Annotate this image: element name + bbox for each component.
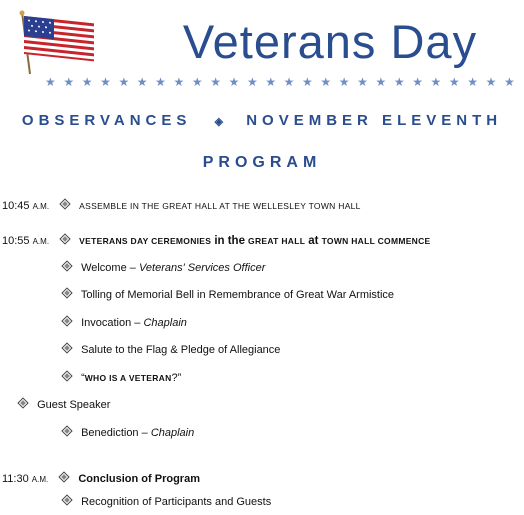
close-quote: ?” (171, 372, 182, 384)
guest-label: Guest Speaker (37, 399, 111, 411)
diamond-bullet-icon (61, 425, 72, 436)
flag-icon (18, 10, 98, 76)
diamond-bullet-icon (59, 233, 70, 244)
star-icon: ★ (412, 75, 423, 89)
salute-label: Salute to the Flag & Pledge of Allegiance (81, 344, 281, 356)
program-item-bell (54, 288, 394, 302)
program-item-veteran (54, 371, 181, 385)
star-icon: ★ (246, 75, 258, 89)
diamond-bullet-icon (61, 287, 72, 298)
star-icon: ★ (45, 75, 56, 89)
star-icon: ★ (467, 75, 479, 89)
program-item-recognition (54, 495, 271, 509)
ceremonies-in-the: in the (214, 235, 245, 247)
bell-label: Tolling of Memorial Bell in Remembrance of Great War Armistice (80, 289, 395, 301)
invocation-label: Invocation (81, 317, 132, 329)
invocation-speaker: Chaplain (143, 317, 187, 329)
assemble-text: ASSEMBLE IN THE GREAT HALL AT THE WELLESLEY TOWN HALL (79, 201, 361, 211)
time: 11:30 (2, 473, 29, 485)
diamond-icon: ◈ (214, 116, 224, 128)
diamond-bullet-icon (61, 315, 72, 326)
diamond-bullet-icon (61, 260, 72, 271)
ceremonies-at: at (308, 235, 319, 247)
star-divider (45, 75, 515, 89)
diamond-bullet-icon (59, 471, 70, 482)
schedule-row-1045 (2, 199, 361, 214)
star-icon: ★ (63, 75, 75, 89)
dash: – (141, 427, 148, 439)
star-icon: ★ (136, 75, 148, 89)
subtitle-observances: OBSERVANCES (21, 112, 192, 129)
ceremonies-great-hall: GREAT HALL (248, 236, 306, 246)
welcome-speaker: Veterans' Services Officer (138, 262, 266, 274)
subtitle (0, 112, 524, 129)
conclusion-text: Conclusion of Program (78, 473, 200, 485)
star-icon: ★ (283, 75, 295, 89)
star-icon: ★ (81, 75, 93, 89)
diamond-bullet-icon (59, 198, 70, 209)
program-item-benediction (54, 426, 194, 440)
dash: – (129, 262, 136, 274)
open-quote: “ (81, 372, 85, 384)
star-icon: ★ (173, 75, 185, 89)
star-icon: ★ (393, 75, 405, 89)
star-icon: ★ (302, 75, 313, 89)
ceremonies-commence: TOWN HALL COMMENCE (321, 236, 431, 246)
star-icon: ★ (100, 75, 111, 89)
time: 10:45 (2, 200, 30, 212)
schedule-row-1130 (2, 472, 200, 487)
am-pm: A.M. (32, 202, 50, 211)
ceremonies-text: VETERANS DAY CEREMONIES (79, 236, 212, 246)
star-icon: ★ (375, 75, 387, 89)
recognition-label: Recognition of Participants and Guests (81, 496, 272, 508)
star-icon: ★ (430, 75, 442, 89)
time: 10:55 (2, 235, 30, 247)
diamond-bullet-icon (17, 397, 28, 408)
program-item-salute (54, 343, 280, 357)
star-icon: ★ (228, 75, 240, 89)
star-icon: ★ (357, 75, 368, 89)
diamond-bullet-icon (61, 494, 72, 505)
page-title: Veterans Day (182, 15, 478, 68)
am-pm: A.M. (32, 237, 50, 246)
benediction-speaker: Chaplain (150, 427, 195, 439)
star-icon: ★ (485, 75, 497, 89)
star-icon: ★ (155, 75, 166, 89)
benediction-label: Benediction (81, 427, 139, 439)
am-pm: A.M. (31, 475, 49, 484)
program-heading: PROGRAM (202, 154, 322, 171)
star-icon: ★ (503, 75, 515, 89)
program-item-invocation (54, 316, 187, 330)
dash: – (134, 317, 141, 329)
diamond-bullet-icon (61, 342, 72, 353)
star-icon: ★ (191, 75, 203, 89)
program-item-welcome (54, 261, 265, 275)
schedule-row-1055 (2, 234, 431, 249)
subtitle-date: NOVEMBER ELEVENTH (246, 112, 503, 129)
diamond-bullet-icon (61, 370, 72, 381)
welcome-label: Welcome (81, 262, 127, 274)
star-icon: ★ (448, 75, 460, 89)
star-icon: ★ (210, 75, 221, 89)
star-icon: ★ (118, 75, 130, 89)
star-icon: ★ (320, 75, 332, 89)
program-item-guest (10, 398, 110, 412)
star-icon: ★ (265, 75, 277, 89)
star-icon: ★ (338, 75, 350, 89)
veteran-label: WHO IS A VETERAN (84, 373, 172, 383)
